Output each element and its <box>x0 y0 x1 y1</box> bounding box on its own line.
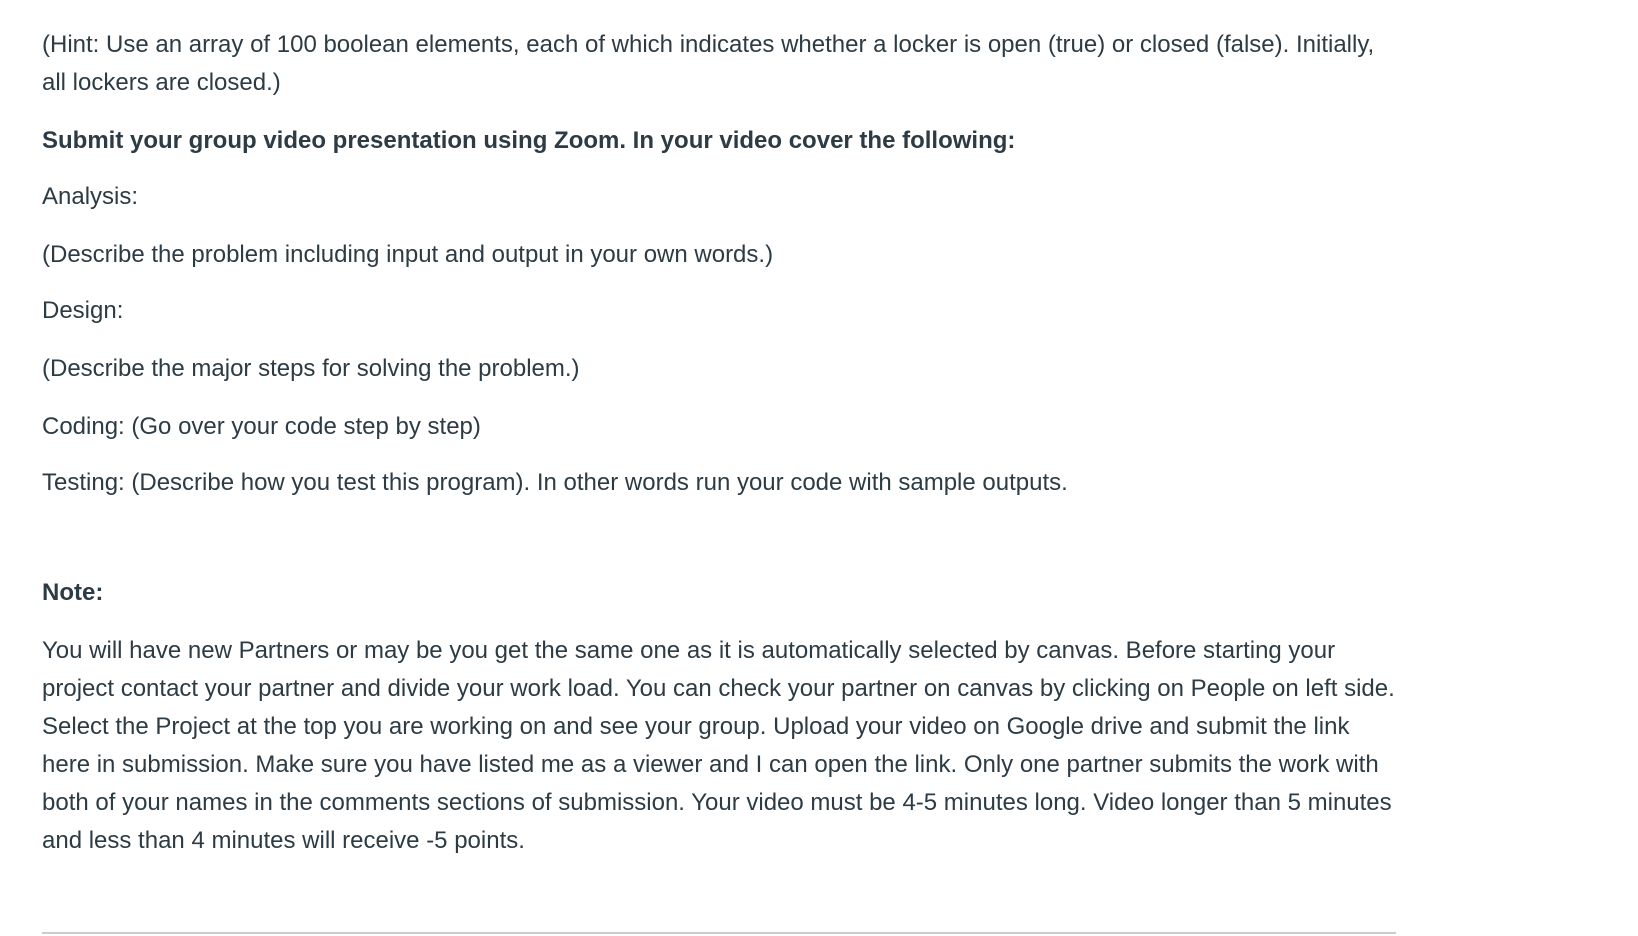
hint-text: (Hint: Use an array of 100 boolean elements, each of which indicates whether a locker is open (true) or closed (false). Initially, all lockers are closed.) <box>42 31 1375 96</box>
design-description: (Describe the major steps for solving the problem.) <box>42 355 580 382</box>
design-heading: Design: <box>42 297 124 324</box>
coding-instruction: Coding: (Go over your code step by step) <box>42 413 481 440</box>
note-body: You will have new Partners or may be you get the same one as it is automatically selected by canvas. Before starting your project contact your partner and divide your work load. You can check your partner on canvas by clicking on People on left side. Select the Project at the top you are working on and see your group. Upload your video on Google drive and submit the link here in submission. Make sure you have listed me as a viewer and I can open the link. Only one partner submits the work with both of your names in the comments sections of submission. Your video must be 4-5 minutes long. Video longer than 5 minutes and less than 4 minutes will receive -5 points. <box>42 637 1395 854</box>
note-heading: Note: <box>42 579 104 606</box>
analysis-heading: Analysis: <box>42 183 139 210</box>
testing-instruction: Testing: (Describe how you test this program). In other words run your code with sample outputs. <box>42 469 1068 496</box>
assignment-description <box>42 26 1402 860</box>
section-divider <box>42 932 1396 934</box>
submit-instruction: Submit your group video presentation using Zoom. In your video cover the following: <box>42 127 1016 154</box>
analysis-description: (Describe the problem including input and output in your own words.) <box>42 241 774 268</box>
